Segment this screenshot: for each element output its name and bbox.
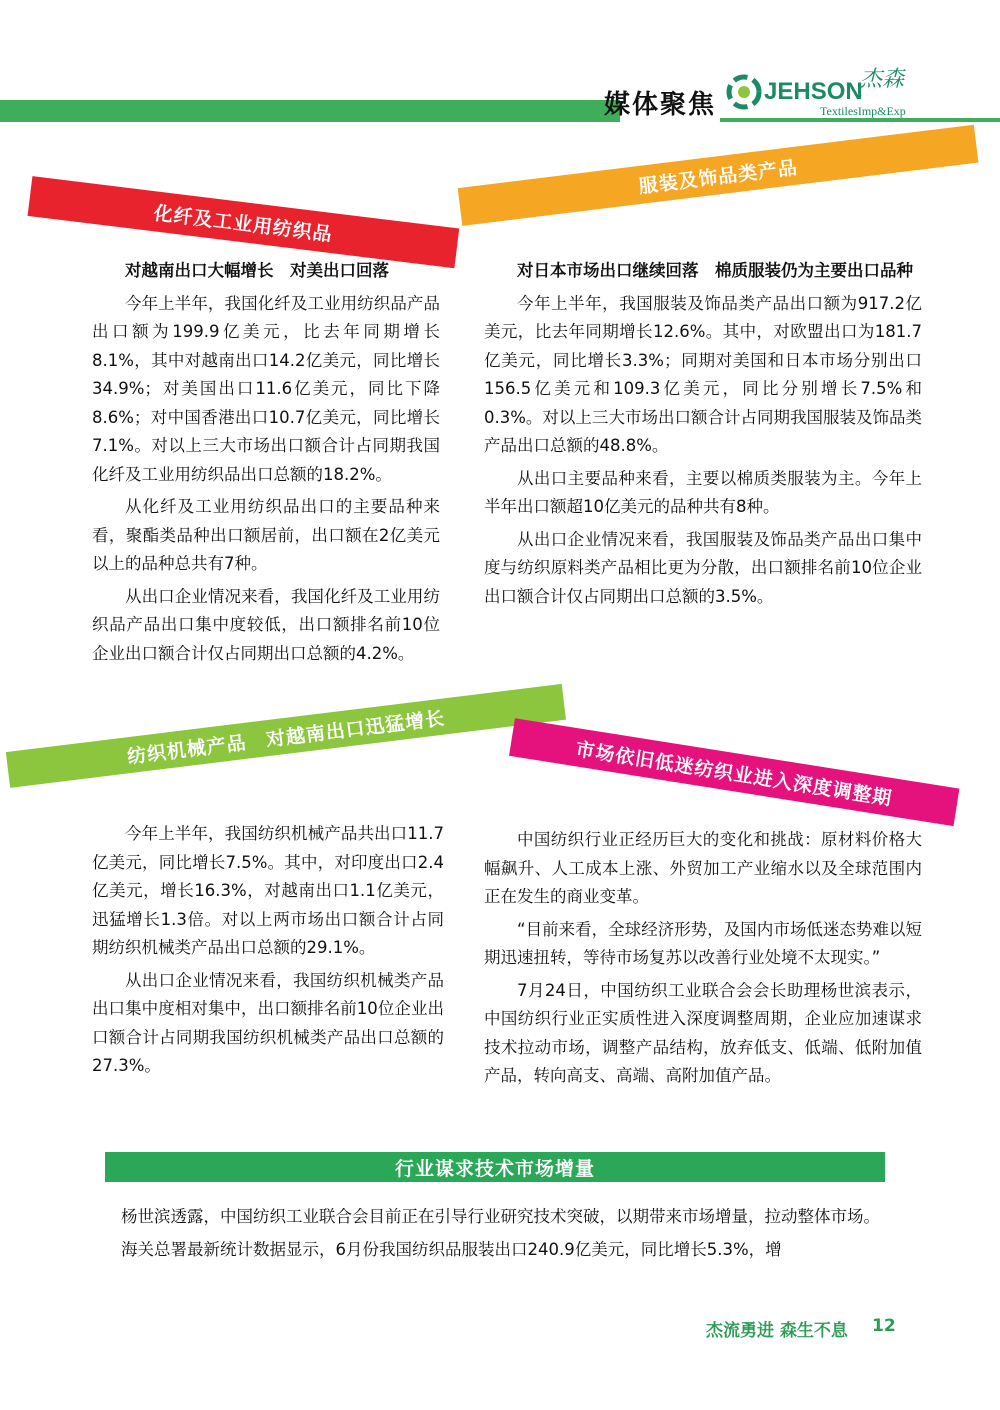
paragraph: 今年上半年，我国化纤及工业用纺织品产品出口额为199.9亿美元，比去年同期增长8.1%，其中对越南出口14.2亿美元，同比增长34.9%；对美国出口11.6亿美元，同比下降8.6%；对中国香港出口10.7亿美元，同比增长7.1%。对以上三大市场出口额合计占同期我国化纤及工业用纺织品出口总额的18.2%。 [92, 293, 440, 484]
paragraph: 从化纤及工业用纺织品出口的主要品种来看，聚酯类品种出口额居前，出口额在2亿美元以上的品种总共有7种。 [92, 497, 440, 573]
ribbon-market-downturn [509, 718, 959, 826]
article-subheading: 对日本市场出口继续回落 棉质服装仍为主要出口品种 [517, 261, 913, 280]
paragraph: 从出口企业情况来看，我国服装及饰品类产品出口集中度与纺织原料类产品相比更为分散，出口额排名前10位企业出口额合计仅占同期出口总额的3.5%。 [484, 529, 922, 606]
ribbon-label: 化纤及工业用纺织品 [152, 201, 334, 246]
footer-slogan: 杰流勇进 森生不息 [706, 1321, 848, 1341]
article-market-downturn [484, 826, 922, 1095]
ribbon-synthetic-fiber [28, 176, 460, 268]
ribbon-industry-tech [105, 1152, 885, 1182]
page-number: 12 [872, 1316, 896, 1336]
article-synthetic-fiber [92, 257, 440, 672]
ribbon-label: 行业谋求技术市场增量 [394, 1157, 595, 1180]
paragraph: 从出口企业情况来看，我国纺织机械类产品出口集中度相对集中，出口额排名前10位企业出口额合计占同期我国纺织机械类产品出口总额的27.3%。 [92, 970, 444, 1075]
article-apparel [484, 257, 922, 615]
logo-name: JEHSON [764, 78, 863, 105]
paragraph: “目前来看，全球经济形势，及国内市场低迷态势难以短期迅速扭转，等待市场复苏以改善行业处境不太现实。” [484, 919, 922, 967]
paragraph: 今年上半年，我国服装及饰品类产品出口额为917.2亿美元，比去年同期增长12.6%。其中，对欧盟出口为181.7亿美元，同比增长3.3%；同期对美国和日本市场分别出口156.5亿美元和109.3亿美元，同比分别增长7.5%和0.3%。对以上三大市场出口额合计占同期我国服装及饰品类产品出口总额的48.8%。 [484, 293, 922, 455]
article-industry-tech [88, 1203, 922, 1268]
article-subheading: 对越南出口大幅增长 对美出口回落 [125, 261, 389, 280]
ribbon-apparel [458, 125, 979, 226]
ribbon-label: 纺织机械产品 对越南出口迅猛增长 [125, 706, 447, 768]
paragraph: 今年上半年，我国纺织机械产品共出口11.7亿美元，同比增长7.5%。其中，对印度出口2.4亿美元，增长16.3%，对越南出口1.1亿美元，迅猛增长1.3倍。对以上两市场出口额合计占同期纺织机械类产品出口总额的29.1%。 [92, 824, 444, 957]
paragraph: 7月24日，中国纺织工业联合会会长助理杨世滨表示，中国纺织行业正实质性进入深度调整周期，企业应加速谋求技术拉动市场，调整产品结构，放弃低支、低端、低附加值产品，转向高支、高端、高附加值产品。 [484, 980, 922, 1085]
article-textile-machinery [92, 820, 444, 1085]
logo-subtitle: TextilesImp&Exp [820, 104, 906, 118]
paragraph: 中国纺织行业正经历巨大的变化和挑战：原材料价格大幅飙升、人工成本上涨、外贸加工产业缩水以及全球范围内正在发生的商业变革。 [484, 830, 922, 906]
paragraph: 海关总署最新统计数据显示，6月份我国纺织品服装出口240.9亿美元，同比增长5.3%，增 [121, 1239, 782, 1259]
logo-chinese: 杰森 [860, 67, 905, 92]
header-bar [0, 100, 620, 122]
logo-icon [726, 74, 762, 110]
paragraph: 从出口主要品种来看，主要以棉质类服装为主。今年上半年出口额超10亿美元的品种共有8种。 [484, 468, 922, 516]
ribbon-label: 服装及饰品类产品 [637, 156, 799, 198]
ribbon-label: 市场依旧低迷纺织业进入深度调整期 [574, 737, 894, 810]
section-title: 媒体聚焦 [604, 90, 717, 120]
paragraph: 杨世滨透露，中国纺织工业联合会目前正在引导行业研究技术突破，以期带来市场增量，拉动整体市场。 [121, 1207, 880, 1226]
ribbon-textile-machinery [6, 684, 566, 788]
paragraph: 从出口企业情况来看，我国化纤及工业用纺织品产品出口集中度较低，出口额排名前10位企业出口额合计仅占同期出口总额的4.2%。 [92, 586, 440, 663]
